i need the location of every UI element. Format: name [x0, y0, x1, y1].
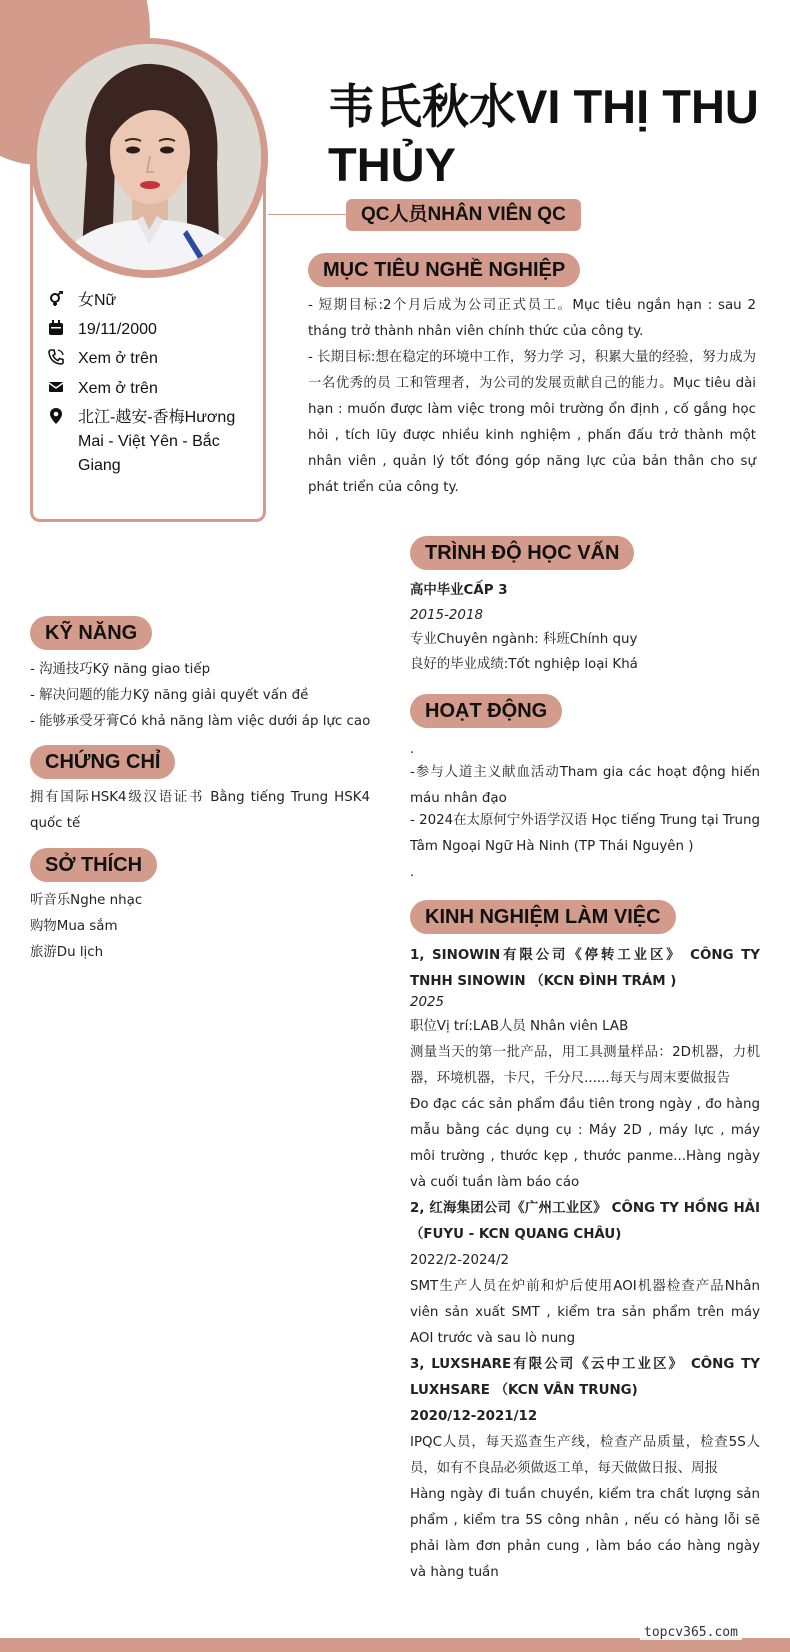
skills-heading: KỸ NĂNG [30, 616, 152, 650]
job-position: 职位Vị trí:LAB人员 Nhân viên LAB [410, 1019, 629, 1034]
avatar-frame [30, 38, 268, 278]
job-description-cn: IPQC人员，每天巡查生产线，检查产品质量，检查5S人员，如有不良品必须做返工单，每天做做日报、周报 [410, 1435, 760, 1476]
education-grade: 良好的毕业成绩:Tốt nghiệp loại Khá [410, 657, 638, 672]
gender-value: 女Nữ [78, 292, 117, 309]
address-row [48, 406, 248, 478]
email-row [48, 377, 248, 401]
objective-long-term: - 长期目标:想在稳定的环境中工作，努力学 习，积累大量的经验，努力成为一名优秀的员 工和管理者，为公司的发展贡献自己的能力。Mục tiêu dài hạn : muốn được làm việc trong môi trường ổn định , cố gắng học hỏi , tích lũy được nhiều kinh nghiệm , phấn đấu trở thành một nhân viên , quản lý tốt đóng góp năng lực của bản thân cho sự phát triển của công ty. [308, 350, 756, 495]
job-company: 1, SINOWIN有限公司《停转工业区》 CÔNG TY TNHH SINOWIN （KCN ĐÌNH TRÁM ) [410, 948, 760, 989]
calendar-icon [48, 320, 64, 336]
activities-dot-top: . [410, 742, 415, 757]
hobbies-heading: SỞ THÍCH [30, 848, 157, 882]
skill-item: - 解决问题的能力Kỹ năng giải quyết vấn đề [30, 688, 309, 703]
activities-heading: HOẠT ĐỘNG [410, 694, 562, 728]
gender-row [48, 289, 248, 313]
skill-item: - 沟通技巧Kỹ năng giao tiếp [30, 662, 211, 677]
activities-dot-bottom: . [410, 865, 415, 880]
activity-item: - 2024在太原何宁外语学汉语 Học tiếng Trung tại Trung Tâm Ngoại Ngữ Hà Ninh (TP Thái Nguyên ) [410, 813, 760, 854]
hobby-item: 听音乐Nghe nhạc [30, 893, 143, 908]
job-description-cn: 测量当天的第一批产品，用工具测量样品：2D机器，力机器，环境机器，卡尺，千分尺......每天与周末要做报告 [410, 1045, 760, 1086]
education-school: 高中毕业CẤP 3 [410, 583, 508, 598]
hobby-item: 购物Mua sắm [30, 919, 118, 934]
birthday-row [48, 318, 248, 342]
job-title: QC人员NHÂN VIÊN QC [346, 199, 581, 231]
job-period: 2020/12-2021/12 [410, 1409, 538, 1424]
location-pin-icon [48, 408, 64, 424]
job-period: 2022/2-2024/2 [410, 1253, 510, 1268]
education-heading: TRÌNH ĐỘ HỌC VẤN [410, 536, 634, 570]
footer-bar [0, 1638, 790, 1652]
job-description: SMT生产人员在炉前和炉后使用AOI机器检查产品Nhân viên sản xuất SMT , kiểm tra sản phẩm trên máy AOI trước và sau lò nung [410, 1279, 760, 1346]
objective-heading: MỤC TIÊU NGHỀ NGHIỆP [308, 253, 580, 287]
portrait-image [37, 44, 261, 270]
hobby-item: 旅游Du lịch [30, 945, 104, 960]
job-company: 3, LUXSHARE有限公司《云中工业区》 CÔNG TY LUXHSARE （KCN VÂN TRUNG) [410, 1357, 760, 1398]
education-major: 专业Chuyên ngành: 科班Chính quy [410, 632, 638, 647]
experience-heading: KINH NGHIỆM LÀM VIỆC [410, 900, 676, 934]
avatar [37, 44, 261, 270]
activity-item: -参与人道主义献血活动Tham gia các hoạt động hiến máu nhân đạo [410, 765, 760, 806]
job-description-vi: Hàng ngày đi tuần chuyền, kiểm tra chất lượng sản phẩm , kiểm tra 5S công nhân , nếu có hàng lỗi sẽ phải làm đơn phản cung , làm báo cáo hàng ngày và hàng tuần [410, 1487, 760, 1580]
full-name: 韦氏秋水VI THỊ THU THỦY [328, 80, 759, 191]
address-value: 北江-越安-香梅Hương Mai - Việt Yên - Bắc Giang [78, 409, 236, 474]
certificates-heading: CHỨNG CHỈ [30, 745, 175, 779]
title-connector-line [268, 214, 348, 215]
watermark: topcv365.com [640, 1625, 742, 1640]
birthday-value: 19/11/2000 [78, 321, 157, 338]
phone-row [48, 347, 248, 371]
phone-icon [48, 349, 64, 365]
skill-item: - 能够承受牙膏Có khả năng làm việc dưới áp lực cao [30, 714, 371, 729]
job-company: 2, 红海集团公司《广州工业区》 CÔNG TY HỒNG HẢI （FUYU - KCN QUANG CHÂU) [410, 1201, 760, 1242]
phone-value: Xem ở trên [78, 350, 158, 367]
education-years: 2015-2018 [410, 608, 483, 623]
certificate-item: 拥有国际HSK4级汉语证书 Bằng tiếng Trung HSK4 quốc tế [30, 790, 370, 831]
objective-short-term: - 短期目标:2个月后成为公司正式员工。Mục tiêu ngắn hạn : sau 2 tháng trở thành nhân viên chính thức của công ty. [308, 298, 756, 339]
mail-icon [48, 379, 64, 395]
gender-icon [48, 291, 64, 307]
job-period: 2025 [410, 995, 445, 1010]
email-value: Xem ở trên [78, 380, 158, 397]
job-description-vi: Đo đạc các sản phẩm đầu tiên trong ngày , đo hàng mẫu bằng các dụng cụ : Máy 2D , máy lực , máy môi trường , thước kẹp , thước panme...Hàng ngày và cuối tuần làm báo cáo [410, 1097, 760, 1190]
